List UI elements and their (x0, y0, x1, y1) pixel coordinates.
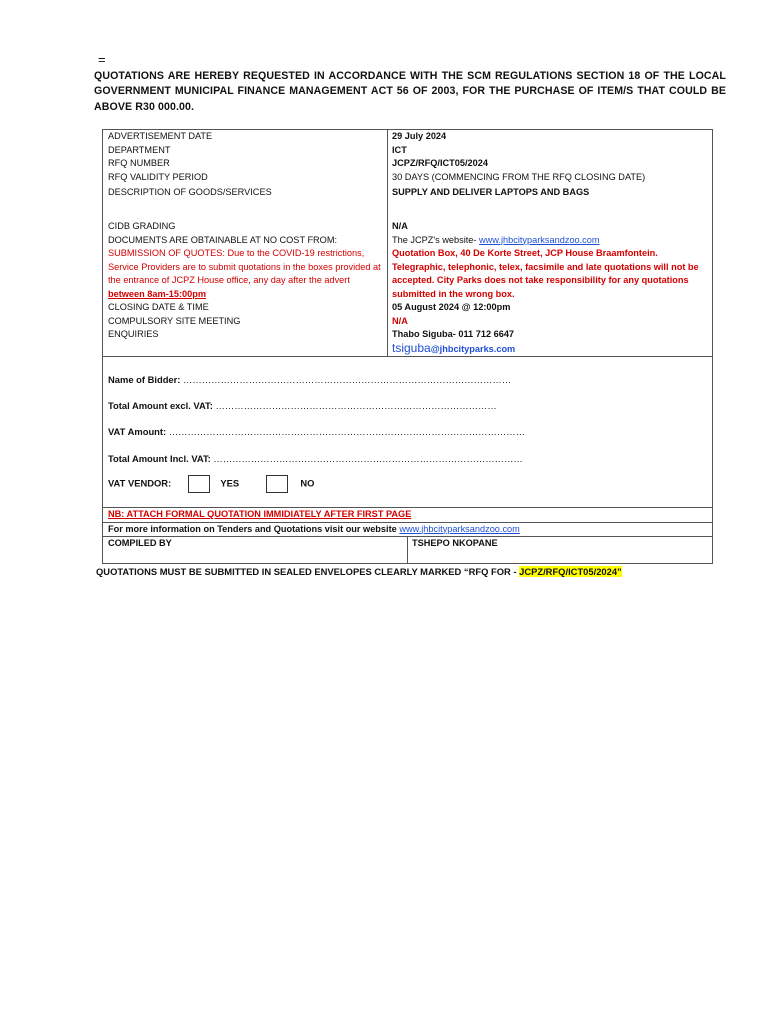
email-user[interactable]: tsiguba (392, 340, 431, 355)
more-info-link[interactable]: www.jhbcityparksandzoo.com (399, 523, 520, 534)
intro-paragraph: QUOTATIONS ARE HEREBY REQUESTED IN ACCORDANCE WITH THE SCM REGULATIONS SECTION 18 OF THE LOCAL GOVERNMENT MUNICIPAL FINANCE MANAGEMENT ACT 56 OF 2003, FOR THE PURCHASE OF ITEM/S THAT COULD BE ABOVE R30 000.00. (94, 70, 726, 113)
more-info-row (103, 522, 712, 537)
docs-value (388, 234, 712, 248)
vat-amount-dots: …………………………………………………………………………………………………… (166, 426, 526, 437)
yes-checkbox[interactable] (188, 475, 210, 493)
row-site-meeting (103, 315, 712, 329)
sub-label-hours: between 8am-15:00pm (108, 288, 207, 299)
adv-value: 29 July 2024 (392, 131, 447, 141)
sub-label-text: SUBMISSION OF QUOTES: Due to the COVID-19 restrictions, Service Providers are to submit quotations in the boxes provided at the entrance of JCPZ House office, any day after the advert (108, 248, 381, 285)
email-domain[interactable]: @jhbcityparks.com (430, 343, 516, 354)
closing-value: 05 August 2024 @ 12:00pm (392, 302, 511, 312)
compiled-label: COMPILED BY (103, 537, 408, 563)
vat-vendor-line (108, 475, 314, 493)
excl-vat-dots: ……………………………………………………………………………… (212, 400, 497, 411)
rfq-value: JCPZ/RFQ/ICT05/2024 (392, 158, 488, 168)
rfq-table (102, 129, 713, 564)
compiled-value: TSHEPO NKOPANE (412, 538, 498, 548)
bidder-name-line[interactable] (108, 373, 511, 387)
incl-vat-line[interactable] (108, 452, 523, 466)
dept-label: DEPARTMENT (103, 144, 388, 158)
more-info-text: For more information on Tenders and Quotations visit our website (108, 523, 400, 534)
closing-label: CLOSING DATE & TIME (103, 301, 388, 315)
row-closing (103, 301, 712, 315)
sub-label (103, 247, 388, 301)
row-rfq-number (103, 157, 712, 171)
dept-value: ICT (392, 144, 407, 155)
site-label: COMPULSORY SITE MEETING (103, 315, 388, 329)
nb-text: NB: ATTACH FORMAL QUOTATION IMMIDIATELY AFTER FIRST PAGE (108, 509, 412, 519)
row-advertisement-date (103, 130, 712, 144)
incl-vat-dots: ……………………………………………………………………………………… (210, 453, 523, 464)
adv-label: ADVERTISEMENT DATE (103, 130, 388, 144)
row-documents (103, 234, 712, 248)
desc-label: DESCRIPTION OF GOODS/SERVICES (103, 184, 388, 220)
cidb-label: CIDB GRADING (103, 220, 388, 234)
enq-email[interactable] (392, 342, 712, 357)
vat-vendor-label: VAT VENDOR: (108, 477, 172, 489)
desc-value: SUPPLY AND DELIVER LAPTOPS AND BAGS (392, 187, 590, 197)
row-submission (103, 247, 712, 301)
docs-prefix: The JCPZ's website- (392, 234, 480, 245)
compiled-row (103, 536, 712, 563)
row-cidb (103, 220, 712, 234)
row-description (103, 184, 712, 220)
enq-value (388, 328, 712, 356)
validity-value: 30 DAYS (COMMENCING FROM THE RFQ CLOSING DATE) (392, 171, 646, 182)
docs-website-link[interactable]: www.jhbcityparksandzoo.com (479, 234, 600, 245)
enq-contact: Thabo Siguba- 011 712 6647 (392, 329, 515, 339)
bidder-name-label: Name of Bidder: (108, 374, 181, 385)
docs-label: DOCUMENTS ARE OBTAINABLE AT NO COST FROM: (103, 234, 388, 248)
nb-row (103, 507, 712, 522)
bottom-text: QUOTATIONS MUST BE SUBMITTED IN SEALED ENVELOPES CLEARLY MARKED “RFQ FOR - (96, 566, 520, 577)
bidder-section (103, 356, 712, 507)
site-value: N/A (392, 315, 408, 326)
row-department (103, 144, 712, 158)
enq-label: ENQUIRIES (103, 328, 388, 356)
vat-amount-line[interactable] (108, 425, 525, 439)
row-enquiries (103, 328, 712, 356)
excl-vat-line[interactable] (108, 399, 497, 413)
validity-label: RFQ VALIDITY PERIOD (103, 171, 388, 185)
no-label: NO (300, 477, 315, 489)
bottom-rfq-highlight: JCPZ/RFQ/ICT05/2024” (519, 566, 622, 577)
incl-vat-label: Total Amount Incl. VAT: (108, 453, 211, 464)
excl-vat-label: Total Amount excl. VAT: (108, 400, 213, 411)
row-validity (103, 171, 712, 185)
no-checkbox[interactable] (266, 475, 288, 493)
sub-value: Quotation Box, 40 De Korte Street, JCP House Braamfontein. Telegraphic, telephonic, telex, facsimile and late quotations will not be accepted. City Parks does not take responsibility for any quotations submitted in the wrong box. (392, 248, 699, 299)
marker: = (98, 52, 106, 67)
rfq-label: RFQ NUMBER (103, 157, 388, 171)
bottom-notice (96, 566, 622, 577)
vat-amount-label: VAT Amount: (108, 426, 167, 437)
yes-label: YES (220, 477, 240, 489)
bidder-name-dots: …………………………………………………………………………………………… (180, 374, 512, 385)
cidb-value: N/A (392, 221, 408, 231)
